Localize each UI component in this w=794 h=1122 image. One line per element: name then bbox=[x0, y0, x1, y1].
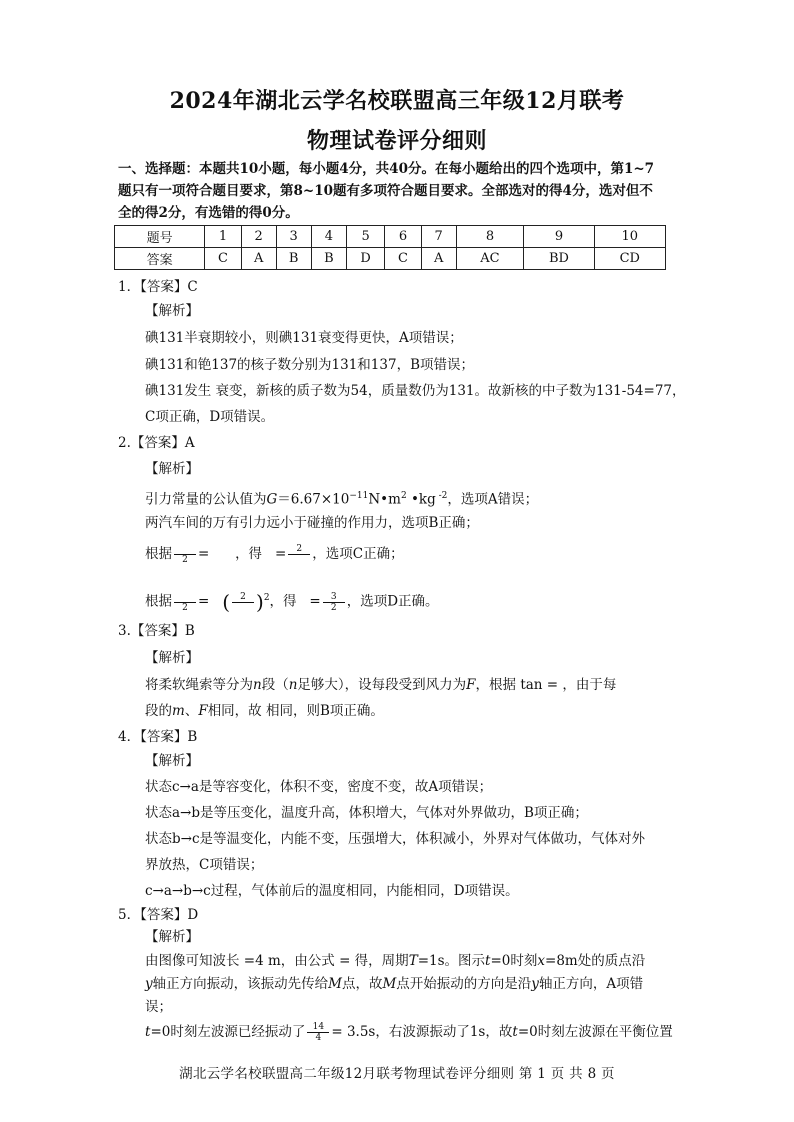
q4-answer-heading: 4．【答案】B bbox=[118, 729, 198, 745]
text: = 3.5s，右波源振动了1s，故 bbox=[331, 1024, 513, 1040]
instruction-line: 一、选择题：本题共10小题，每小题4分，共40分。在每小题给出的四个选项中，第1~7 bbox=[118, 161, 655, 177]
question-number-cell: 7 bbox=[421, 226, 456, 248]
q1-line: 碘131和铯137的核子数分别为131和137，B项错误； bbox=[145, 357, 474, 373]
text: ，得 bbox=[269, 593, 297, 610]
symbol: m bbox=[172, 703, 185, 719]
text: = bbox=[198, 593, 210, 610]
text: ，选项D正确。 bbox=[346, 593, 439, 610]
text: =0时刻左波源已经振动了 bbox=[150, 1024, 306, 1040]
question-number-cell: 1 bbox=[205, 226, 242, 248]
symbol: T bbox=[408, 953, 418, 969]
text: 足够大），设每段受到风力为 bbox=[297, 677, 467, 693]
row-header: 答案 bbox=[115, 248, 205, 270]
denominator: 4 bbox=[315, 1033, 322, 1043]
symbol: t bbox=[145, 1024, 151, 1040]
exponent: −11 bbox=[349, 491, 369, 501]
section-instructions bbox=[118, 158, 678, 224]
q2-line bbox=[145, 486, 538, 510]
q5-line bbox=[145, 1022, 673, 1043]
text: 段（ bbox=[261, 677, 289, 693]
symbol: y bbox=[531, 976, 539, 992]
q3-line bbox=[145, 701, 384, 721]
text: =1s。图示 bbox=[417, 953, 486, 969]
question-number-cell: 8 bbox=[456, 226, 524, 248]
q2-answer-heading: 2.【答案】A bbox=[118, 435, 195, 451]
q5-analysis-label: 【解析】 bbox=[145, 929, 199, 945]
text: =8m处的质点沿 bbox=[545, 953, 646, 969]
numerator: 2 bbox=[288, 544, 310, 555]
exponent: 2 bbox=[263, 593, 270, 603]
numerator: 14 bbox=[307, 1022, 329, 1033]
text: 由图像可知波长 =4 m，由公式 = 得，周期 bbox=[145, 953, 409, 969]
q3-line bbox=[145, 675, 616, 695]
symbol: y bbox=[145, 976, 153, 992]
q1-line: 碘131半衰期较小，则碘131衰变得更快，A项错误； bbox=[145, 330, 463, 346]
text: 引力常量的公认值为 bbox=[145, 491, 267, 508]
text: 、 bbox=[184, 703, 199, 719]
fraction bbox=[288, 544, 310, 565]
symbol: M bbox=[328, 976, 342, 992]
denominator: 2 bbox=[182, 555, 188, 565]
denominator: 2 bbox=[330, 602, 337, 613]
page-footer: 湖北云学名校联盟高二年级12月联考物理试卷评分细则 第 1 页 共 8 页 bbox=[179, 1066, 615, 1082]
q5-line: 误； bbox=[145, 999, 172, 1015]
q4-line: 状态c→a是等容变化，体积不变，密度不变，故A项错误； bbox=[145, 779, 493, 795]
q4-line: 界放热，C项错误； bbox=[145, 857, 264, 873]
question-number-cell: 9 bbox=[524, 226, 594, 248]
text: 根据 bbox=[145, 593, 172, 610]
q1-answer-heading: 1．【答案】C bbox=[118, 279, 198, 295]
answer-cell: B bbox=[276, 248, 311, 270]
text: N•m bbox=[368, 491, 401, 508]
q2-formula-line: 根据 2 = ( 2 )$^2$，得 = $\frac{3}{2}$ ，选项D正确。 bbox=[145, 590, 439, 614]
text: = bbox=[198, 546, 210, 562]
instruction-line: 题只有一项符合题目要求，第8~10题有多项符合题目要求。全部选对的得4分，选对但不 bbox=[118, 183, 653, 199]
text: ＝6.67×10 bbox=[277, 491, 350, 508]
symbol: F bbox=[198, 703, 208, 719]
text: 根据 bbox=[145, 546, 172, 562]
q2-formula-line bbox=[145, 544, 404, 565]
answer-cell: A bbox=[241, 248, 276, 270]
text: •kg bbox=[406, 491, 436, 508]
answer-cell: BD bbox=[524, 248, 594, 270]
answer-cell: AC bbox=[456, 248, 524, 270]
q4-analysis-label: 【解析】 bbox=[145, 753, 199, 769]
answer-cell: B bbox=[311, 248, 346, 270]
fraction bbox=[174, 544, 196, 565]
question-number-cell: 3 bbox=[276, 226, 311, 248]
fraction bbox=[174, 592, 196, 613]
text: 相同，故 相同，则B项正确。 bbox=[207, 703, 384, 719]
text: 段的 bbox=[145, 703, 172, 719]
text: 轴正方向振动，该振动先传给 bbox=[152, 976, 329, 992]
symbol: x bbox=[537, 953, 546, 969]
q1-line: C项正确，D项错误。 bbox=[145, 409, 275, 425]
text: = bbox=[274, 546, 287, 562]
q5-line bbox=[145, 951, 645, 971]
q2-line: 两汽车间的万有引力远小于碰撞的作用力，选项B正确； bbox=[145, 515, 479, 531]
instruction-line: 全的得2分，有选错的得0分。 bbox=[118, 205, 299, 221]
text: 点开始振动的方向是沿 bbox=[396, 976, 532, 992]
exam-subtitle: 物理试卷评分细则 bbox=[306, 128, 487, 154]
exponent: 2 bbox=[400, 491, 407, 501]
answer-table bbox=[114, 225, 666, 270]
text: ，选项C正确； bbox=[312, 546, 404, 562]
text: ，选项A错误； bbox=[447, 491, 539, 508]
text: 轴正方向，A项错 bbox=[538, 976, 644, 992]
q3-analysis-label: 【解析】 bbox=[145, 650, 199, 666]
answer-cell: D bbox=[347, 248, 385, 270]
q5-answer-heading: 5．【答案】D bbox=[118, 907, 199, 923]
text: = bbox=[309, 593, 321, 610]
text: =0时刻左波源在平衡位置 bbox=[517, 1024, 673, 1040]
question-number-cell: 4 bbox=[311, 226, 346, 248]
denominator: 2 bbox=[182, 602, 188, 613]
symbol: n bbox=[253, 677, 262, 693]
q3-answer-heading: 3.【答案】B bbox=[118, 623, 195, 639]
numerator: 2 bbox=[232, 592, 254, 603]
question-number-cell: 6 bbox=[385, 226, 422, 248]
text: =0时刻 bbox=[490, 953, 538, 969]
answer-row bbox=[115, 248, 666, 270]
answer-cell: A bbox=[421, 248, 456, 270]
text: ，得 bbox=[235, 546, 263, 562]
symbol: G bbox=[266, 491, 278, 508]
answer-cell: C bbox=[385, 248, 422, 270]
q4-line: c→a→b→c过程，气体前后的温度相同，内能相同，D项错误。 bbox=[145, 883, 519, 899]
text: 点，故 bbox=[341, 976, 383, 992]
q2-analysis-label: 【解析】 bbox=[145, 461, 199, 477]
fraction bbox=[307, 1022, 329, 1043]
symbol: n bbox=[288, 677, 298, 693]
question-number-row bbox=[115, 226, 666, 248]
q5-line bbox=[145, 974, 643, 994]
symbol: t bbox=[512, 1024, 518, 1040]
exam-title: 2024年湖北云学名校联盟高三年级12月联考 bbox=[169, 88, 625, 114]
q4-line: 状态a→b是等压变化，温度升高，体积增大，气体对外界做功，B项正确； bbox=[145, 805, 588, 821]
text: ，根据 tan = ，由于每 bbox=[475, 677, 617, 693]
fraction bbox=[232, 592, 254, 613]
symbol: F bbox=[466, 677, 476, 693]
question-number-cell: 2 bbox=[241, 226, 276, 248]
exponent: -2 bbox=[435, 491, 448, 501]
row-header: 题号 bbox=[115, 226, 205, 248]
symbol: t bbox=[485, 953, 491, 969]
q1-line: 碘131发生 衰变，新核的质子数为54，质量数仍为131。故新核的中子数为131-54=77， bbox=[145, 383, 686, 399]
q4-line: 状态b→c是等温变化，内能不变，压强增大，体积减小，外界对气体做功，气体对外 bbox=[145, 831, 646, 847]
answer-cell: CD bbox=[594, 248, 665, 270]
symbol: M bbox=[382, 976, 397, 992]
q1-analysis-label: 【解析】 bbox=[145, 303, 199, 319]
text: 将柔软绳索等分为 bbox=[145, 677, 253, 693]
question-number-cell: 10 bbox=[594, 226, 665, 248]
numerator: 3 bbox=[323, 592, 345, 603]
fraction bbox=[323, 592, 345, 613]
question-number-cell: 5 bbox=[347, 226, 385, 248]
answer-cell: C bbox=[205, 248, 242, 270]
